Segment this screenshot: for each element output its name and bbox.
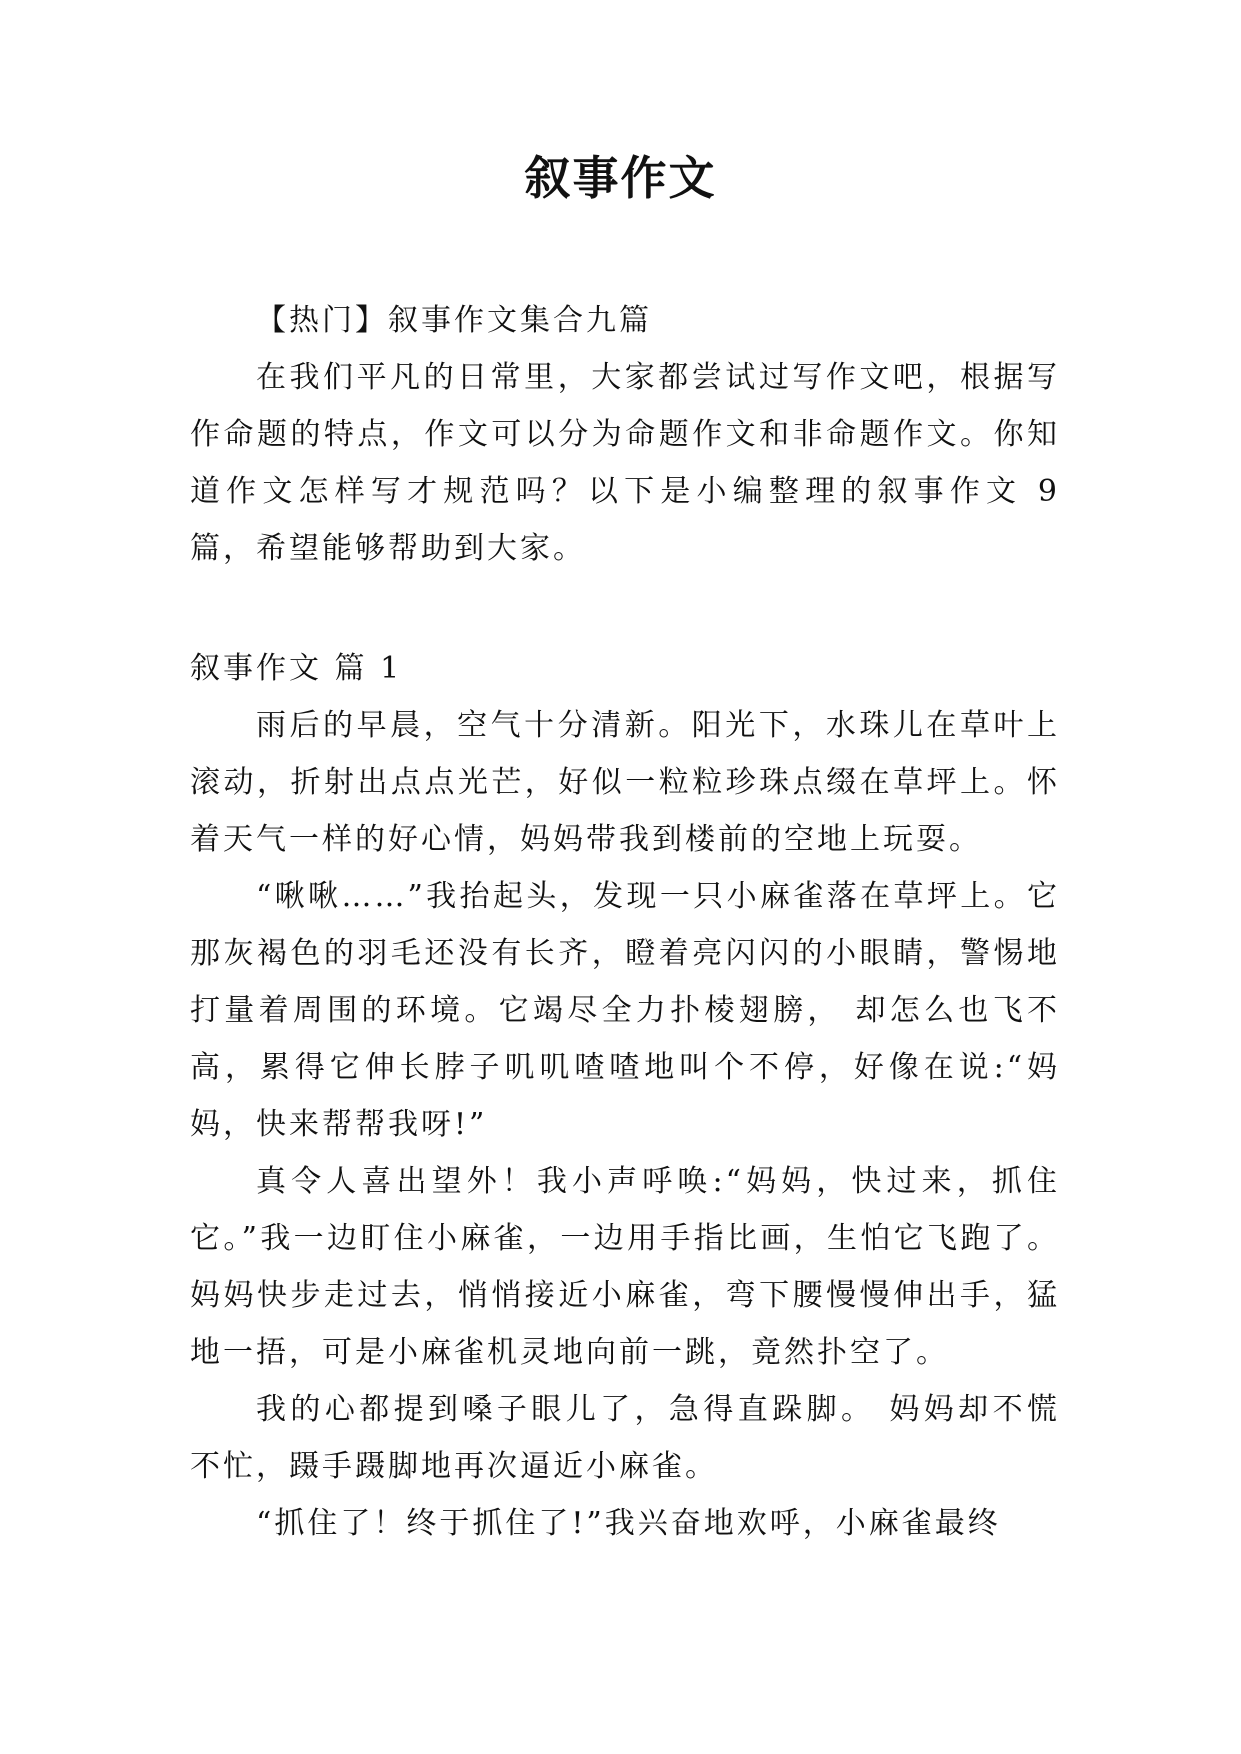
section-heading: 叙事作文 篇 1 — [190, 651, 403, 686]
section-1 — [190, 640, 1060, 1552]
intro-block — [190, 292, 1060, 577]
section-paragraph: “抓住了！终于抓住了!”我兴奋地欢呼，小麻雀最终 — [256, 1506, 1001, 1541]
section-paragraph: 真令人喜出望外！我小声呼唤:“妈妈，快过来，抓住它。”我一边盯住小麻雀，一边用手指比画，生怕它飞跑了。妈妈快步走过去，悄悄接近小麻雀，弯下腰慢慢伸出手，猛地一捂，可是小麻雀机灵地向前一跳，竟然扑空了。 — [190, 1164, 1060, 1370]
section-paragraph: 我的心都提到嗓子眼儿了，急得直跺脚。 妈妈却不慌不忙，蹑手蹑脚地再次逼近小麻雀。 — [190, 1392, 1060, 1484]
section-paragraph: 雨后的早晨，空气十分清新。阳光下，水珠儿在草叶上滚动，折射出点点光芒，好似一粒粒珍珠点缀在草坪上。怀着天气一样的好心情，妈妈带我到楼前的空地上玩耍。 — [190, 708, 1060, 857]
page-title: 叙事作文 — [524, 151, 717, 205]
document-subtitle: 【热门】叙事作文集合九篇 — [256, 303, 652, 338]
section-paragraph: “啾啾……”我抬起头，发现一只小麻雀落在草坪上。它那灰褐色的羽毛还没有长齐，瞪着亮闪闪的小眼睛，警惕地打量着周围的环境。它竭尽全力扑棱翅膀， 却怎么也飞不高，累得它伸长脖子叽叽喳喳地叫个不停，好像在说:“妈妈，快来帮帮我呀!” — [190, 879, 1060, 1142]
intro-paragraph: 在我们平凡的日常里，大家都尝试过写作文吧，根据写作命题的特点，作文可以分为命题作文和非命题作文。你知道作文怎样写才规范吗？以下是小编整理的叙事作文 9 篇，希望能够帮助到大家。 — [190, 360, 1060, 566]
